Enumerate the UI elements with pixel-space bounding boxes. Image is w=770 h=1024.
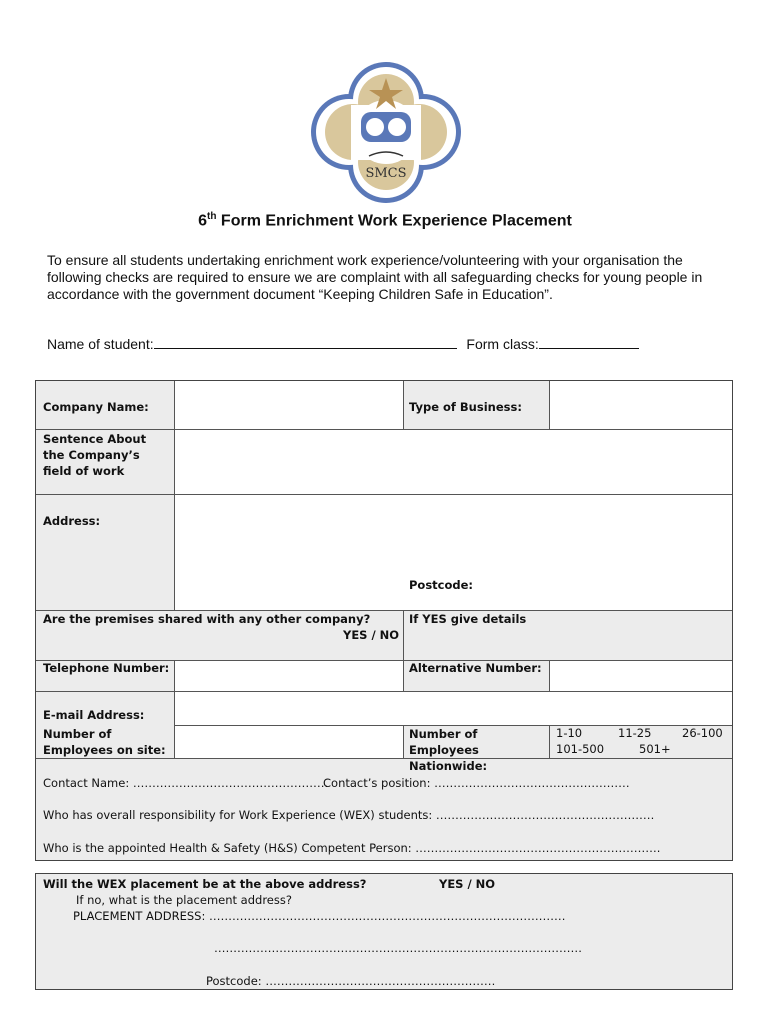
employees-site-input[interactable] [175, 726, 403, 758]
company-details-table [35, 380, 733, 791]
placement-address-line[interactable]: PLACEMENT ADDRESS: ………………………………………………………………………………… [73, 909, 566, 923]
employees-nationwide-label: Number of Employees Nationwide: [409, 727, 488, 773]
premises-shared-label: Are the premises shared with any other company? [43, 612, 371, 626]
telephone-label: Telephone Number: [43, 661, 170, 675]
sentence-about-label: Sentence About the Company’s field of work [43, 432, 147, 478]
type-of-business-input[interactable] [550, 381, 732, 429]
placement-yes-no[interactable]: YES / NO [439, 877, 496, 891]
wex-responsibility-line[interactable]: Who has overall responsibility for Work Experience (WEX) students: ………………………………………………… [43, 808, 655, 822]
form-class-field[interactable] [539, 336, 639, 349]
alternative-number-label: Alternative Number: [409, 661, 542, 675]
placement-section [35, 873, 733, 990]
form-class-label: Form class: [466, 336, 539, 352]
responsibility-section [35, 790, 733, 861]
contact-name-line[interactable]: Contact Name: …………………………………………… [43, 776, 329, 790]
email-label: E-mail Address: [43, 708, 145, 722]
postcode-label: Postcode: [409, 578, 474, 592]
address-label: Address: [43, 514, 101, 528]
company-name-input[interactable] [175, 381, 403, 429]
placement-postcode-line[interactable]: Postcode: …………………………………………………… [206, 974, 496, 988]
range-11-25[interactable]: 11-25 [618, 726, 652, 740]
company-field-input[interactable] [175, 430, 732, 494]
if-yes-label: If YES give details [409, 612, 527, 626]
company-name-label: Company Name: [43, 400, 149, 414]
student-line [47, 336, 639, 352]
alternative-number-input[interactable] [550, 661, 732, 691]
telephone-input[interactable] [175, 661, 403, 691]
range-26-100[interactable]: 26-100 [682, 726, 723, 740]
premises-yes-no[interactable]: YES / NO [343, 628, 400, 642]
placement-if-no: If no, what is the placement address? [76, 893, 292, 907]
range-1-10[interactable]: 1-10 [556, 726, 583, 740]
address-input[interactable] [175, 495, 732, 610]
page-title: 6th Form Enrichment Work Experience Placement [198, 211, 572, 230]
employees-site-label: Number of Employees on site: [43, 727, 166, 757]
intro-paragraph: To ensure all students undertaking enrichment work experience/volunteering with your organisation the following checks are required to ensure we are complaint with all safeguarding checks for young people in accordance with the government document “Keeping Children Safe in Education”. [47, 252, 703, 302]
student-name-label: Name of student: [47, 336, 154, 352]
placement-question: Will the WEX placement be at the above address? [43, 877, 367, 891]
school-crest-logo [311, 60, 461, 205]
range-101-500[interactable]: 101-500 [556, 742, 605, 756]
type-of-business-label: Type of Business: [409, 400, 522, 414]
student-name-field[interactable] [154, 336, 457, 349]
email-input[interactable] [175, 692, 732, 725]
range-501-plus[interactable]: 501+ [639, 742, 671, 756]
placement-address-line-2[interactable]: …………………………………………………………………………………… [214, 941, 582, 955]
contact-position-line[interactable]: Contact’s position: …………………………………………… [323, 776, 630, 790]
crest-lettering: SMCS [365, 166, 407, 181]
hs-person-line[interactable]: Who is the appointed Health & Safety (H&S) Competent Person: ………………………………………………………. [43, 841, 661, 855]
